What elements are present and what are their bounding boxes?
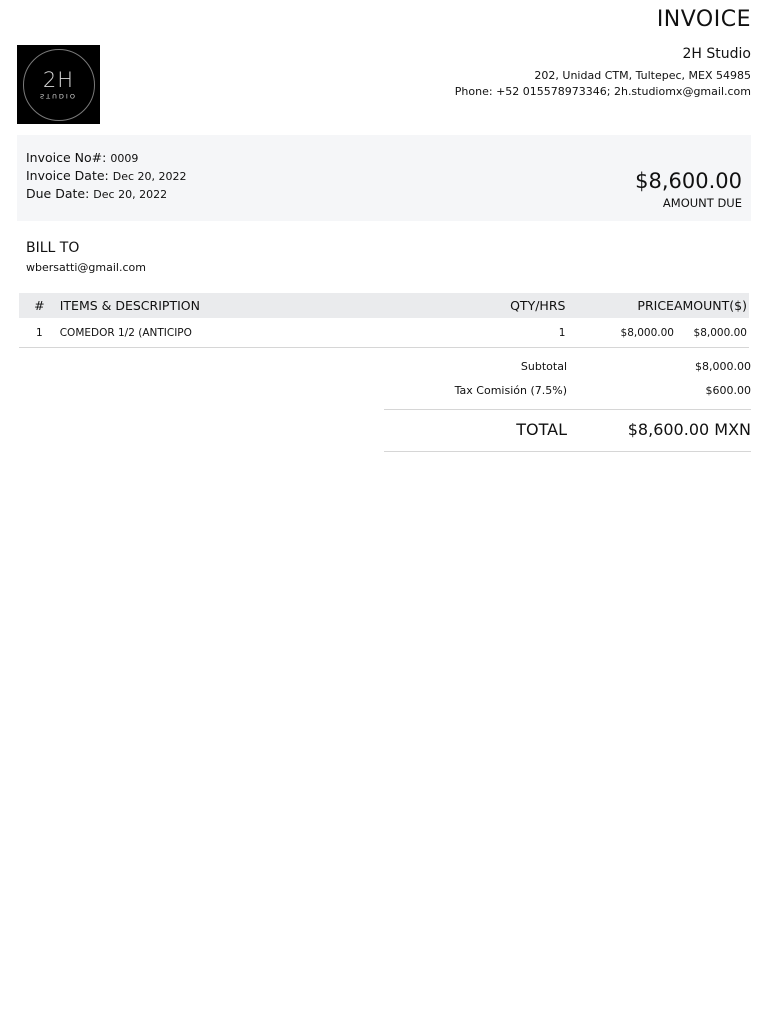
invoice-number-label: Invoice No#: — [26, 150, 107, 165]
invoice-date-row — [26, 168, 187, 183]
invoice-date-value: Dec 20, 2022 — [112, 170, 187, 183]
table-row — [19, 318, 749, 348]
due-date-value: Dec 20, 2022 — [93, 188, 168, 201]
company-contact: Phone: +52 015578973346; 2h.studiomx@gmail.com — [454, 85, 751, 98]
due-date-row — [26, 186, 167, 201]
invoice-number-value: 0009 — [110, 152, 139, 165]
amount-due-label: AMOUNT DUE — [662, 196, 742, 210]
subtotal-label: Subtotal — [520, 360, 567, 373]
company-address: 202, Unidad CTM, Tultepec, MEX 54985 — [534, 69, 751, 82]
due-date-label: Due Date: — [26, 186, 90, 201]
bill-to-email: wbersatti@gmail.com — [26, 261, 146, 274]
row-amount: $8,000.00 — [674, 318, 749, 348]
invoice-title: INVOICE — [656, 7, 751, 32]
invoice-date-label: Invoice Date: — [26, 168, 109, 183]
subtotal-row — [384, 355, 751, 379]
row-price: $8,000.00 — [565, 318, 674, 348]
logo-subtitle: STUDIO — [40, 92, 77, 100]
company-name: 2H Studio — [682, 46, 751, 62]
column-header-price: PRICE — [565, 293, 674, 318]
tax-row — [384, 379, 751, 403]
invoice-number-row — [26, 150, 138, 165]
row-description: COMEDOR 1/2 (ANTICIPO — [60, 318, 437, 348]
column-header-number: # — [19, 293, 60, 318]
column-header-amount: AMOUNT($) — [674, 293, 749, 318]
totals-section — [384, 355, 751, 452]
row-number: 1 — [19, 318, 60, 348]
column-header-qty: QTY/HRS — [437, 293, 565, 318]
total-label: TOTAL — [516, 420, 567, 439]
invoice-summary-panel — [17, 135, 751, 221]
row-qty: 1 — [437, 318, 565, 348]
amount-due-value: $8,600.00 — [635, 169, 742, 193]
logo-mark: 2H — [42, 68, 75, 92]
tax-label: Tax Comisión (7.5%) — [454, 384, 567, 397]
subtotal-value: $8,000.00 — [695, 360, 751, 373]
table-header-row — [19, 293, 749, 318]
total-value: $8,600.00 MXN — [627, 420, 751, 439]
bill-to-label: BILL TO — [26, 240, 80, 256]
company-logo — [17, 45, 100, 124]
items-table — [19, 293, 749, 348]
column-header-description: ITEMS & DESCRIPTION — [60, 293, 437, 318]
total-row — [384, 410, 751, 452]
logo-ring — [23, 49, 95, 121]
tax-value: $600.00 — [705, 384, 751, 397]
